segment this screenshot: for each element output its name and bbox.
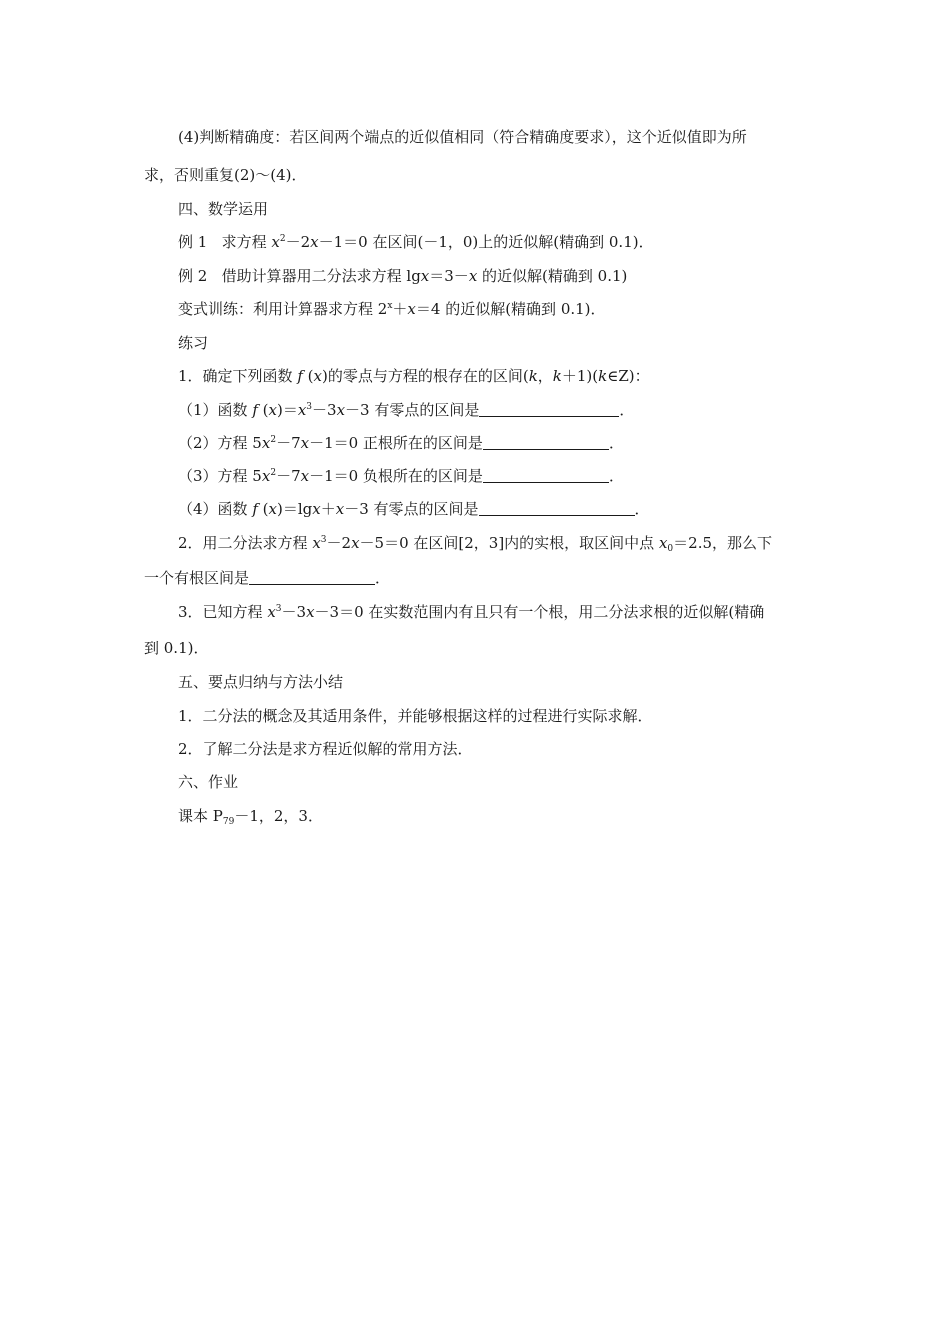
practice-q2-line1: 2．用二分法求方程 $x^3-2x-5=0$ 在区间[2，3]内的实根，取区间中点 $x_0=2.5$，那么下	[178, 534, 773, 554]
practice-q1-1: （1）函数 f $(x)=x^3-3x-3$ 有零点的区间是 ．	[178, 401, 635, 419]
practice-q1-2: （2）方程 $5x^2-7x-1=0$ 正根所在的区间是 ．	[178, 434, 624, 452]
step4-line2: 求，否则重复(2)～(4)．	[144, 166, 307, 184]
practice-q3-line1: 3．已知方程 $x^3-3x-3=0$ 在实数范围内有且只有一个根，用二分法求根的近似解(精确	[178, 603, 765, 621]
answer-blank[interactable]	[483, 434, 609, 450]
section6-heading: 六、作业	[178, 773, 239, 791]
section5-heading: 五、要点归纳与方法小结	[178, 673, 344, 691]
practice-q1-4: （4）函数 f (x)＝lgx＋x－3 有零点的区间是 ．	[178, 500, 650, 518]
section5-item-1: 1．二分法的概念及其适用条件，并能够根据这样的过程进行实际求解．	[178, 707, 653, 725]
example-1: 例 1 求方程 $x^2-2x-1=0$ 在区间(－1，0)上的近似解(精确到 0.1)．	[178, 233, 654, 251]
practice-q3-line2: 到 0.1)．	[144, 639, 209, 657]
practice-heading: 练习	[178, 334, 209, 352]
practice-q1: 1．确定下列函数 f (x)的零点与方程的根存在的区间(k，k＋1)(k∈Z)：	[178, 367, 650, 385]
practice-q2-line2: 一个有根区间是 ．	[144, 569, 391, 587]
answer-blank[interactable]	[479, 500, 635, 516]
section5-item-2: 2．了解二分法是求方程近似解的常用方法．	[178, 740, 473, 758]
practice-q1-3: （3）方程 $5x^2-7x-1=0$ 负根所在的区间是 ．	[178, 467, 624, 485]
answer-blank[interactable]	[483, 467, 609, 483]
example-2: 例 2 借助计算器用二分法求方程 lgx＝3－x 的近似解(精确到 0.1)	[178, 267, 628, 285]
section4-heading: 四、数学运用	[178, 200, 269, 218]
answer-blank[interactable]	[249, 569, 375, 585]
step4-line1: (4)判断精确度：若区间两个端点的近似值相同（符合精确度要求），这个近似值即为所	[178, 128, 747, 146]
homework: 课本 $P_{79}-1$，2，3．	[178, 807, 323, 827]
answer-blank[interactable]	[479, 401, 619, 417]
variant-exercise: 变式训练：利用计算器求方程 $2^x+x=4$ 的近似解(精确到 0.1)．	[178, 300, 606, 318]
